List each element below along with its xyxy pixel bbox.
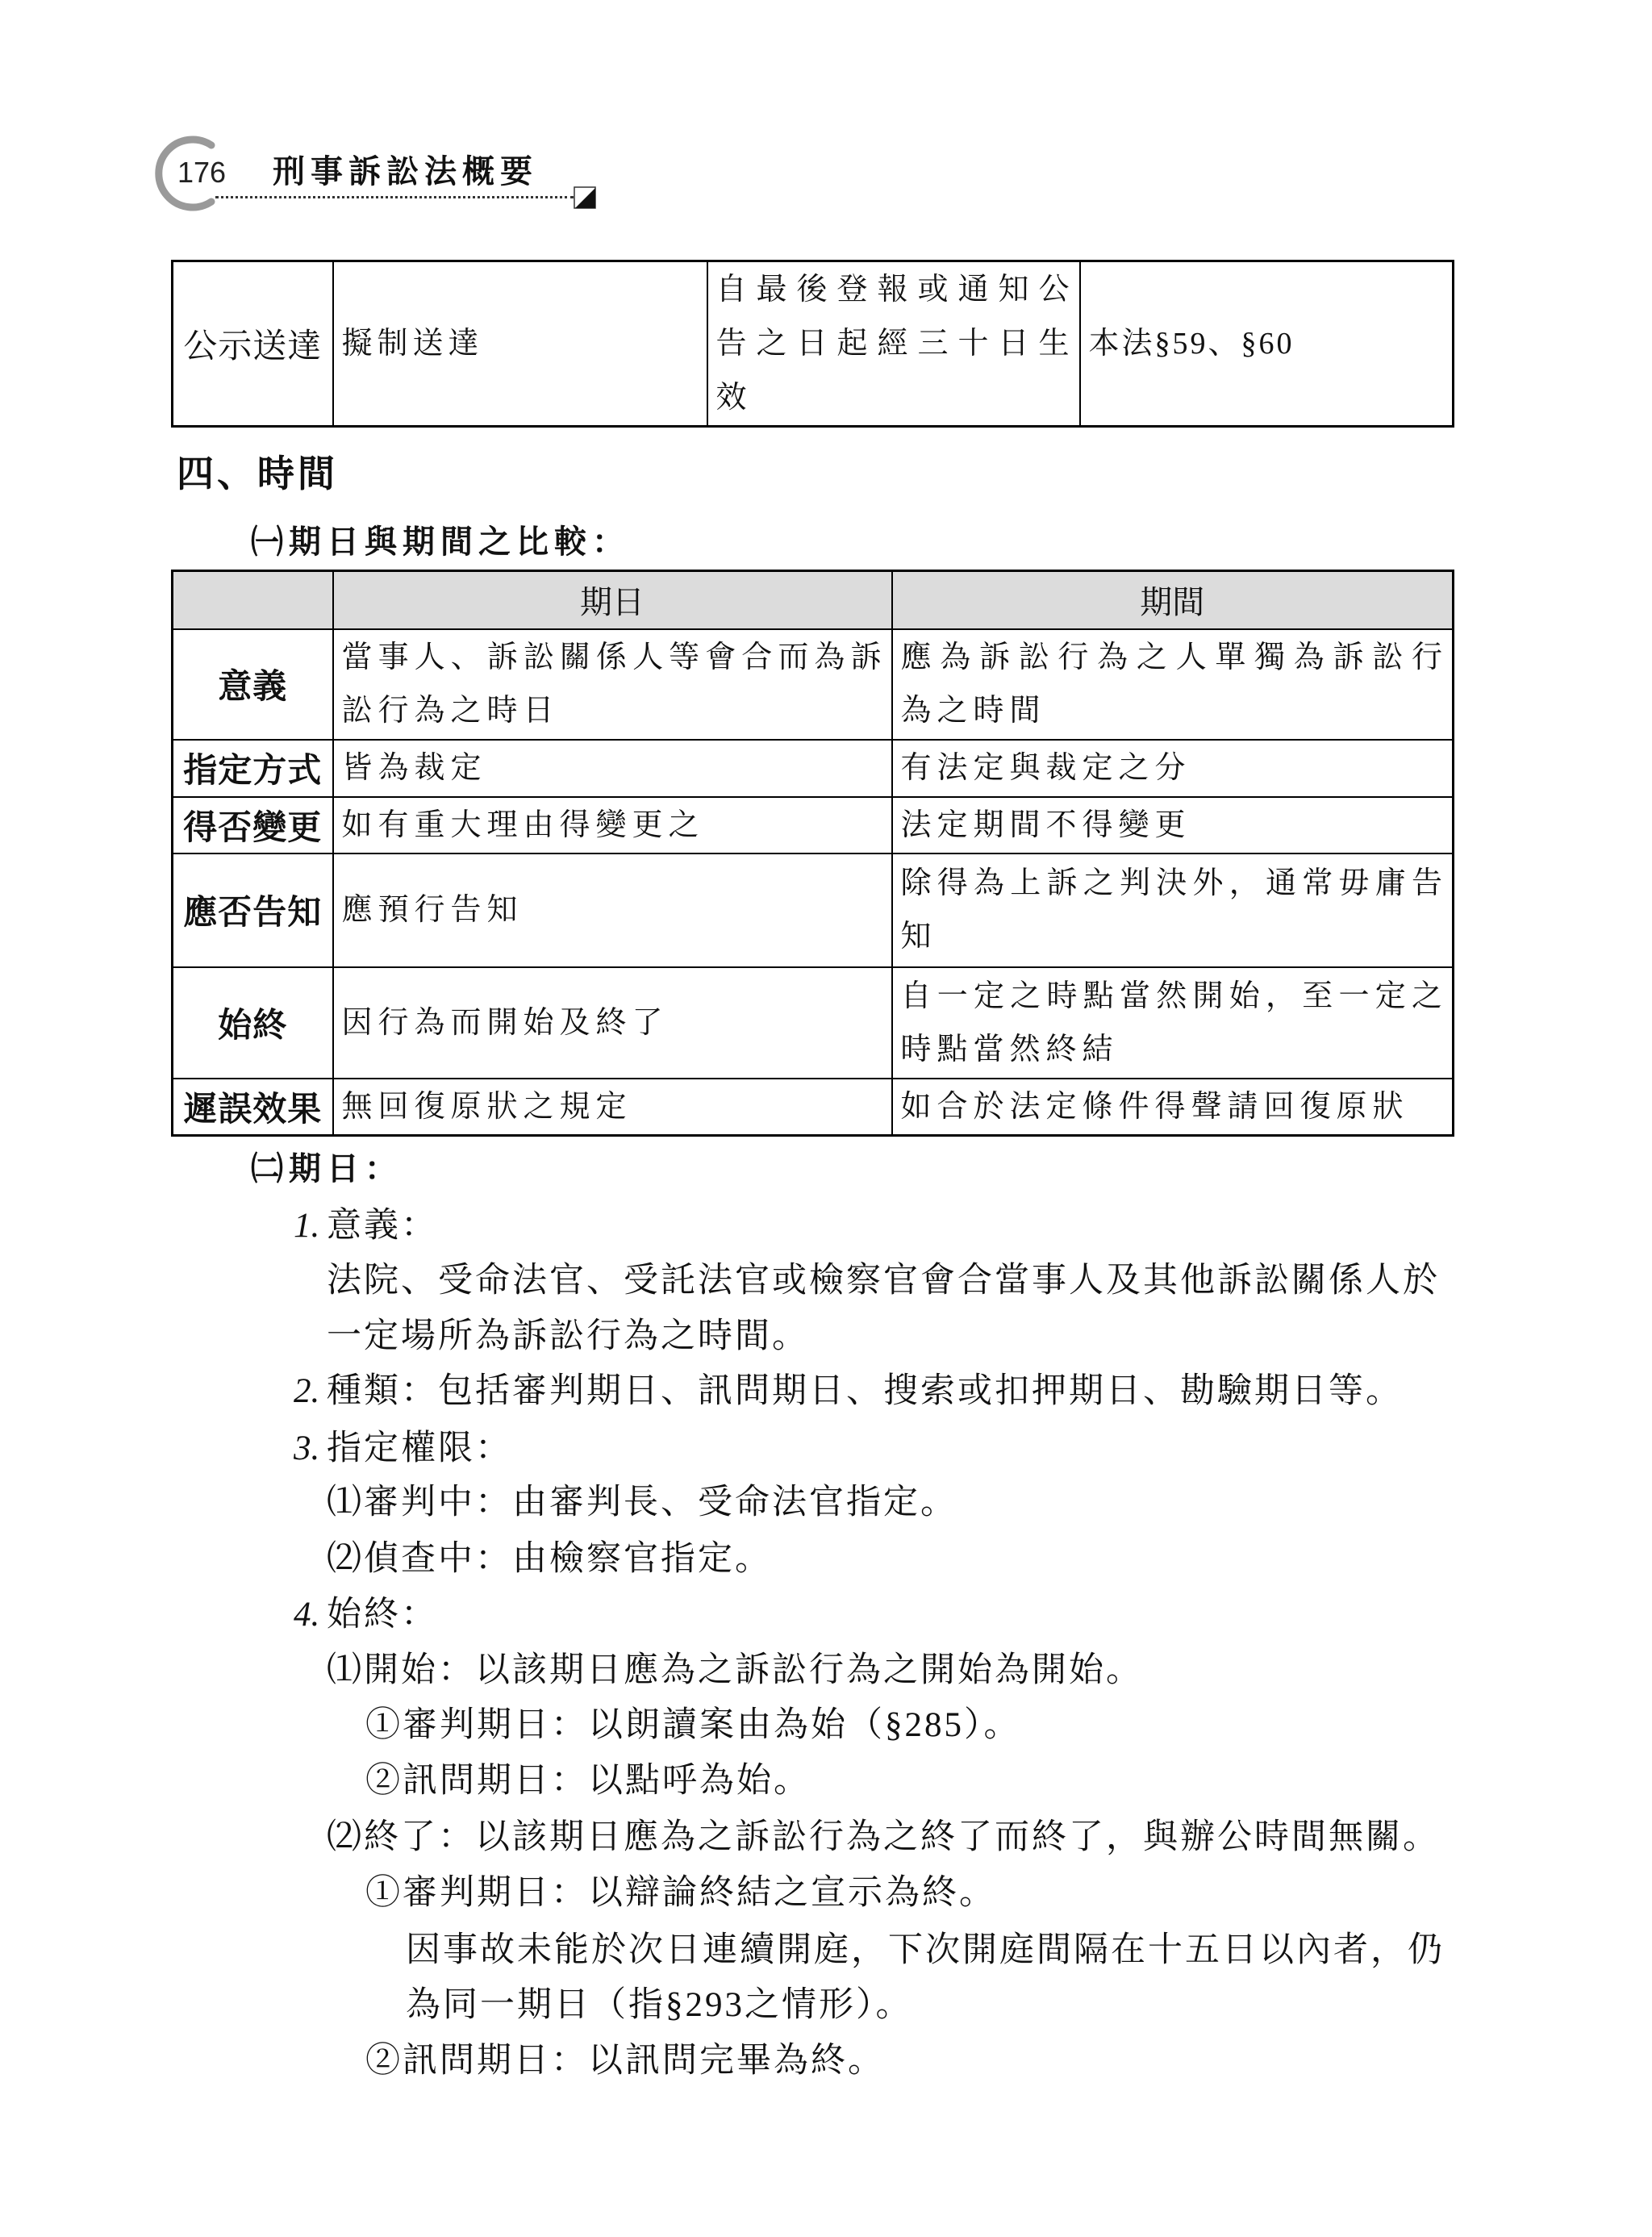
- sub-sub-item: ①審判期日：以辯論終結之宣示為終。: [365, 1874, 996, 1912]
- sub-item-end: ⑵終了：以該期日應為之訴訟行為之終了而終了，與辦公時間無關。: [327, 1818, 1440, 1856]
- day-cell: [333, 740, 892, 797]
- list-item-meaning: [294, 1202, 438, 1250]
- item-number: 3.: [294, 1429, 320, 1467]
- table-row: [173, 740, 1454, 797]
- table-header-row: [173, 571, 1454, 629]
- cell-line: 自一定之時點當然開始，至一定之: [900, 979, 1446, 1013]
- sub-sub-item: ②訊問期日：以訊問完畢為終。: [365, 2042, 885, 2080]
- cell-line: 知: [900, 920, 937, 954]
- period-cell: [892, 797, 1454, 853]
- day-cell: [333, 797, 892, 853]
- service-basis-cell: [1080, 261, 1454, 427]
- day-cell: [333, 853, 892, 967]
- cell-line: 當事人、訴訟關係人等會合而為訴: [341, 641, 885, 674]
- sub-sub-item: ①審判期日：以朗讀案由為始（§285）。: [365, 1706, 1021, 1744]
- table-row: [173, 797, 1454, 853]
- row-label: 得否變更: [173, 797, 333, 853]
- table-row: [173, 629, 1454, 740]
- service-effect-line: 告之日起經三十日生: [715, 326, 1073, 361]
- period-cell: [892, 629, 1454, 740]
- item-title: 意義：: [327, 1207, 438, 1245]
- book-title: 刑事訴訟法概要: [273, 153, 538, 190]
- service-effect-cell: [707, 261, 1080, 427]
- note-line: 為同一期日（指§293之情形）。: [406, 1986, 913, 2024]
- service-effect-line: 自最後登報或通知公: [715, 272, 1073, 307]
- comparison-table: [171, 570, 1454, 1137]
- service-method-table: [171, 260, 1454, 428]
- paragraph-line: 法院、受命法官、受託法官或檢察官會合當事人及其他訴訟關係人於: [327, 1262, 1440, 1300]
- note-line: 因事故未能於次日連續開庭，下次開庭間隔在十五日以內者，仍: [406, 1931, 1445, 1969]
- service-basis-text: 本法§59、§60: [1088, 326, 1295, 361]
- day-cell: [333, 1079, 892, 1136]
- header-day: 期日: [333, 571, 892, 629]
- row-label: 應否告知: [173, 853, 333, 967]
- list-item-duration: [294, 1591, 438, 1639]
- table-row: [173, 261, 1454, 427]
- section-heading: 四、時間: [177, 453, 338, 495]
- item-title: 始終：: [327, 1596, 438, 1634]
- period-cell: [892, 967, 1454, 1079]
- cell-line: 為之時間: [900, 694, 1046, 728]
- cell-line: 應為訴訟行為之人單獨為訴訟行: [900, 641, 1446, 674]
- cell-line: 有法定與裁定之分: [900, 751, 1191, 785]
- table-row: [173, 853, 1454, 967]
- sub-sub-item: ②訊問期日：以點呼為始。: [365, 1762, 811, 1800]
- cell-line: 無回復原狀之規定: [341, 1089, 632, 1124]
- period-cell: [892, 853, 1454, 967]
- row-label: 指定方式: [173, 740, 333, 797]
- period-cell: [892, 1079, 1454, 1136]
- service-method-cell: 公示送達: [173, 261, 333, 427]
- service-effect-line: 效: [715, 380, 753, 415]
- page-number: 176: [177, 156, 227, 189]
- cell-line: 時點當然終結: [900, 1032, 1119, 1066]
- paragraph-line: 一定場所為訴訟行為之時間。: [327, 1317, 809, 1355]
- service-type-cell: [333, 261, 707, 427]
- cell-line: 除得為上訴之判決外，通常毋庸告: [900, 866, 1446, 900]
- list-item-authority: [294, 1425, 512, 1473]
- item-number: 4.: [294, 1596, 320, 1634]
- header-dotted-rule: [215, 196, 574, 198]
- period-cell: [892, 740, 1454, 797]
- table-row: [173, 1079, 1454, 1136]
- subsection-heading: ㈡期日：: [251, 1150, 403, 1187]
- day-cell: [333, 629, 892, 740]
- cell-line: 訟行為之時日: [341, 694, 560, 728]
- cell-line: 如有重大理由得變更之: [341, 808, 705, 842]
- cell-line: 如合於法定條件得聲請回復原狀: [900, 1089, 1409, 1124]
- row-label: 遲誤效果: [173, 1079, 333, 1136]
- sub-item-start: ⑴開始：以該期日應為之訴訟行為之開始為開始。: [327, 1651, 1143, 1689]
- corner-mark-icon: [574, 186, 596, 209]
- table-row: [173, 967, 1454, 1079]
- list-item-types: [294, 1367, 1403, 1416]
- cell-line: 法定期間不得變更: [900, 808, 1191, 842]
- service-type-text: 擬制送達: [341, 326, 484, 361]
- item-title: 指定權限：: [327, 1429, 512, 1467]
- item-number: 2.: [294, 1372, 320, 1410]
- day-cell: [333, 967, 892, 1079]
- item-number: 1.: [294, 1207, 320, 1245]
- row-label: 始終: [173, 967, 333, 1079]
- sub-item: ⑴審判中：由審判長、受命法官指定。: [327, 1484, 957, 1521]
- cell-line: 皆為裁定: [341, 751, 487, 785]
- cell-line: 因行為而開始及終了: [341, 1005, 669, 1040]
- item-text: 種類：包括審判期日、訊問期日、搜索或扣押期日、勘驗期日等。: [327, 1372, 1403, 1410]
- header-period: 期間: [892, 571, 1454, 629]
- row-label: 意義: [173, 629, 333, 740]
- sub-item: ⑵偵查中：由檢察官指定。: [327, 1540, 772, 1578]
- comparison-caption: ㈠期日與期間之比較：: [251, 524, 630, 560]
- header-blank-cell: [173, 571, 333, 629]
- cell-line: 應預行告知: [341, 893, 524, 927]
